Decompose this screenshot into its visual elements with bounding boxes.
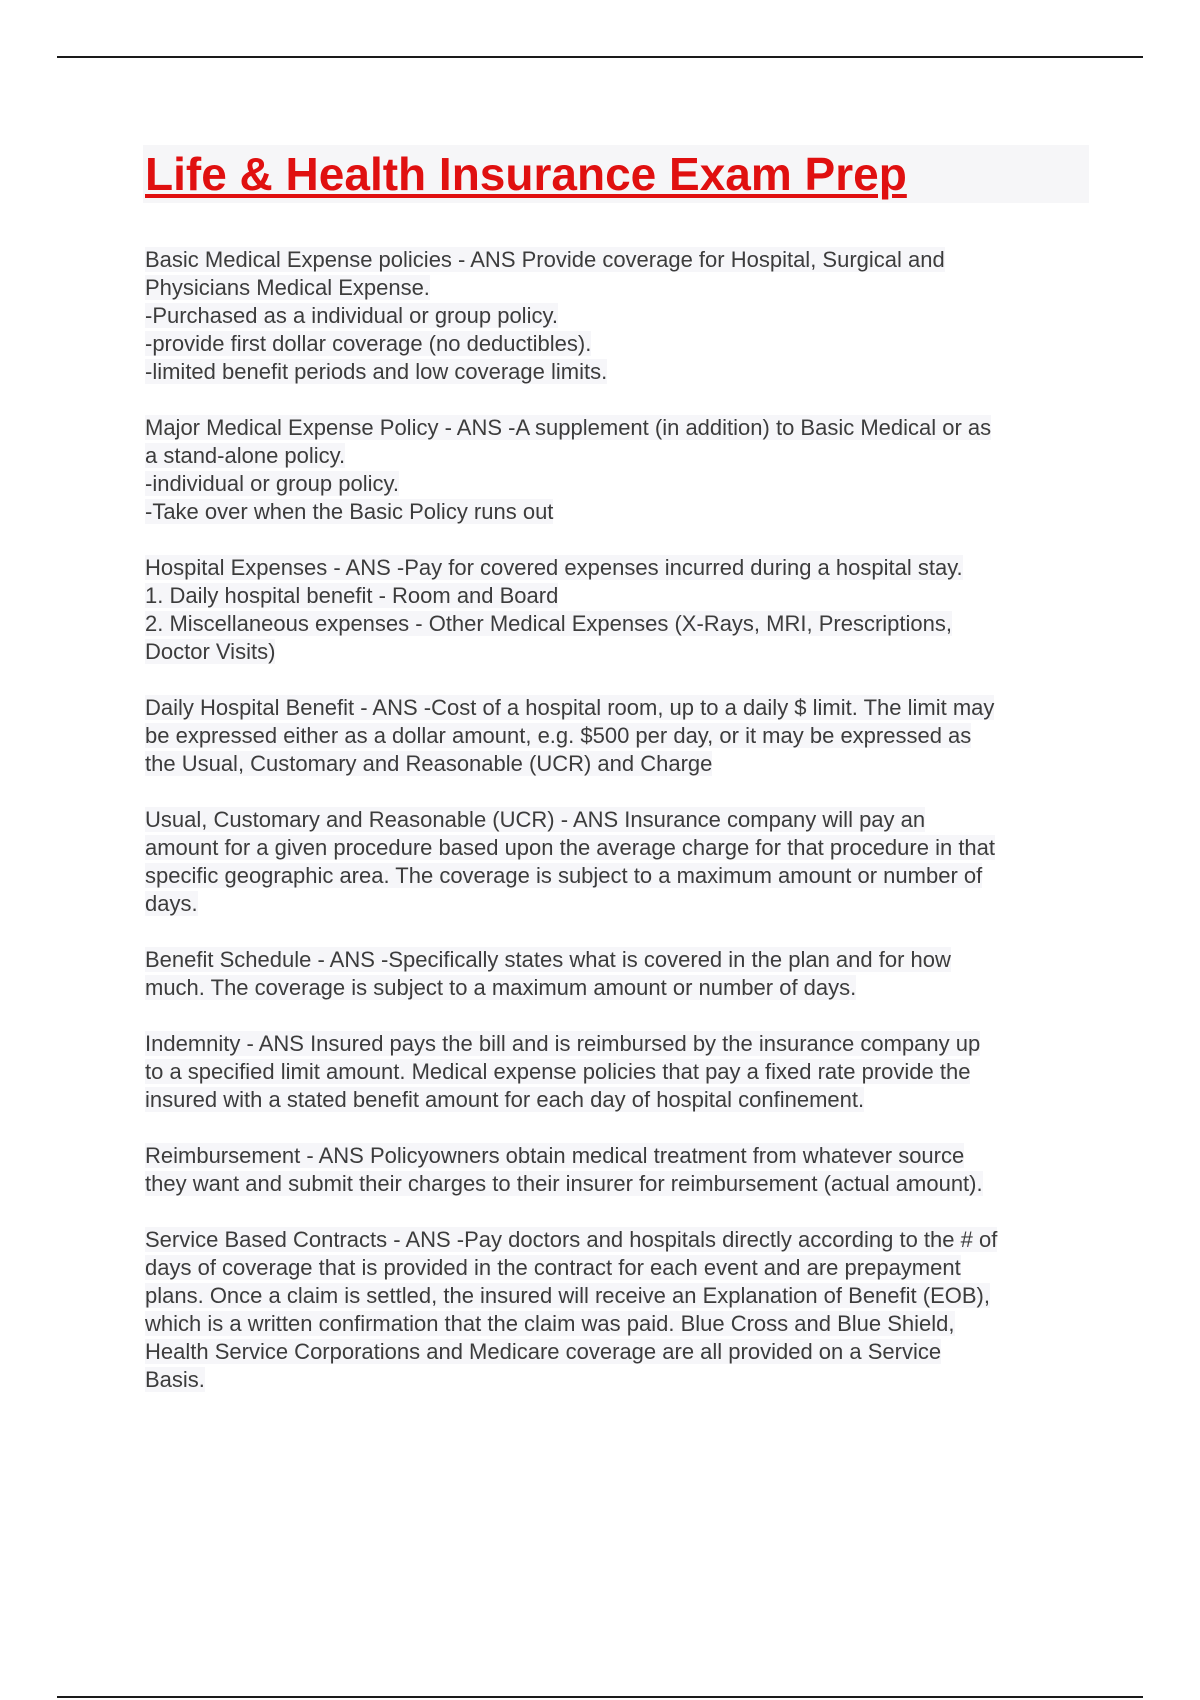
entry-text: Reimbursement - ANS Policyowners obtain medical treatment from whatever source they want and submit their charges to their insurer for reimbursement (actual amount). [145, 1143, 983, 1196]
entry-text: Service Based Contracts - ANS -Pay doctors and hospitals directly according to the # of days of coverage that is provided in the contract for each event and are prepayment plans. Once a claim is settled, the insured will receive an Explanation of Benefit (EOB), which is a written confirmation that the claim was paid. Blue Cross and Blue Shield, Health Service Corporations and Medicare coverage are all provided on a Service Basis. [145, 1227, 998, 1392]
entry-text: Usual, Customary and Reasonable (UCR) - ANS Insurance company will pay an amount for a given procedure based upon the average charge for that procedure in that specific geographic area. The coverage is subject to a maximum amount or number of days. [145, 807, 996, 916]
entry-text: Basic Medical Expense policies - ANS Provide coverage for Hospital, Surgical and Physicians Medical Expense. -Purchased as a individual or group policy. -provide first dollar coverage (no deductibles). -limited benefit periods and low coverage limits. [145, 247, 945, 384]
entry-text: Daily Hospital Benefit - ANS -Cost of a hospital room, up to a daily $ limit. The limit may be expressed either as a dollar amount, e.g. $500 per day, or it may be expressed as the Usual, Customary and Reasonable (UCR) and Charge [145, 695, 995, 776]
entry-basic-medical-expense [145, 246, 1090, 386]
entry-ucr [145, 806, 1090, 918]
page-title: Life & Health Insurance Exam Prep [145, 148, 907, 200]
entry-indemnity [145, 1030, 1090, 1114]
entry-reimbursement [145, 1142, 1090, 1198]
entry-benefit-schedule [145, 946, 1090, 1002]
entry-major-medical-expense [145, 414, 1090, 526]
bottom-rule [57, 1696, 1143, 1698]
entry-service-based-contracts [145, 1226, 1090, 1394]
top-rule [57, 56, 1143, 58]
entry-text: Benefit Schedule - ANS -Specifically states what is covered in the plan and for how much. The coverage is subject to a maximum amount or number of days. [145, 947, 951, 1000]
entry-hospital-expenses [145, 554, 1090, 666]
entry-text: Hospital Expenses - ANS -Pay for covered expenses incurred during a hospital stay. 1. Daily hospital benefit - Room and Board 2. Miscellaneous expenses - Other Medical Expenses (X-Rays, MRI, Prescriptions, Doctor Visits) [145, 555, 963, 664]
entry-daily-hospital-benefit [145, 694, 1090, 778]
entry-text: Indemnity - ANS Insured pays the bill and is reimbursed by the insurance company up to a specified limit amount. Medical expense policies that pay a fixed rate provide the insured with a stated benefit amount for each day of hospital confinement. [145, 1031, 981, 1112]
entry-text: Major Medical Expense Policy - ANS -A supplement (in addition) to Basic Medical or as a stand-alone policy. -individual or group policy. -Take over when the Basic Policy runs out [145, 415, 992, 524]
document-body [145, 246, 1090, 1422]
